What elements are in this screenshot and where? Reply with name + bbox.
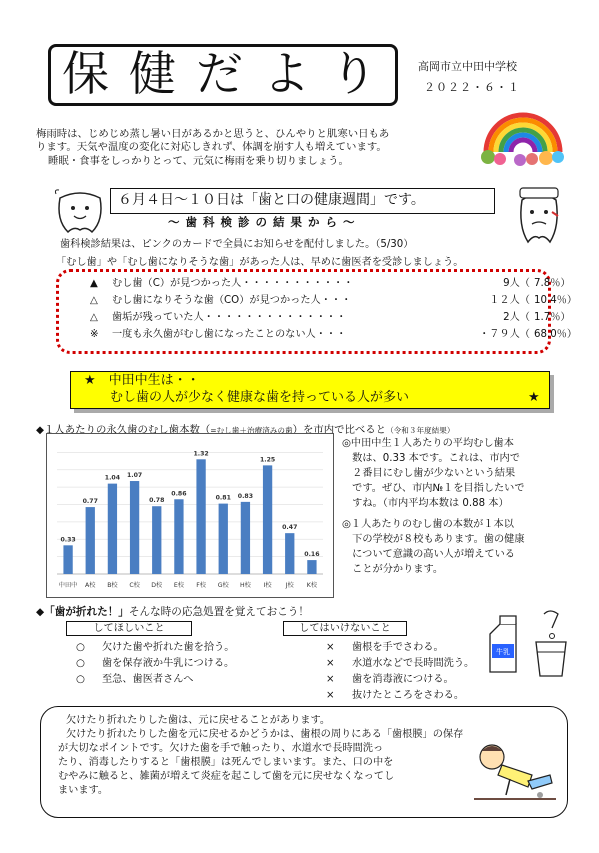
issue-date: ２０２２・６・１	[424, 81, 520, 94]
chart-category-label: K校	[306, 582, 318, 589]
emergency-heading-quote: 「歯が折れた！」	[44, 606, 129, 618]
chart-category-label: H校	[239, 582, 251, 589]
newsletter-title: 保健だより	[62, 47, 397, 102]
rainbow-illustration	[480, 97, 566, 167]
chart-value-label: 0.33	[60, 536, 76, 544]
chart-heading-after: ）を市内で比べると	[292, 424, 387, 436]
result-percent: 7.8％）	[534, 278, 571, 289]
result-count: １２人（	[489, 295, 530, 306]
chart-category-label: 中田中	[58, 582, 78, 589]
result-percent: 10.4％）	[534, 295, 578, 306]
smiling-tooth-icon	[52, 186, 108, 238]
chart-heading-main: ◆１人あたりの永久歯のむし歯本数（	[36, 424, 211, 436]
cross-mark: ×	[326, 690, 335, 701]
dental-week-title: ６月４日～１０日は「歯と口の健康週間」です。	[118, 192, 425, 208]
intro-line: ります。天気や温度の変化に対応しきれず、体調を崩す人も増えています。	[36, 141, 387, 153]
chart-category-label: A校	[85, 582, 96, 589]
result-label: むし歯（C）が見つかった人・・・・・・・・・・・	[112, 278, 354, 289]
highlight-line: ★ 中田中生は・・	[84, 373, 200, 388]
star-icon: ★	[528, 390, 540, 405]
do-item	[76, 672, 193, 687]
dont-item	[326, 640, 444, 655]
emergency-heading	[36, 604, 309, 619]
chart-bar	[130, 481, 139, 574]
result-count: 2人（	[503, 312, 530, 323]
result-row	[90, 311, 571, 325]
chart-bar	[63, 545, 72, 574]
do-item-text: 至急、歯医者さんへ	[102, 674, 194, 685]
falling-child-icon	[470, 735, 560, 805]
chart-bar	[219, 504, 228, 574]
result-mark: ※	[90, 329, 99, 340]
note-line: ◎１人あたりのむし歯の本数が１本以	[342, 519, 514, 530]
decayed-teeth-bar-chart	[47, 434, 333, 597]
checkup-advice-text: 「むし歯」や「むし歯になりそうな歯」があった人は、早めに歯医者を受診しましょう。	[56, 257, 464, 268]
note-line: 数は、0.33 本です。これは、市内で	[342, 453, 520, 464]
chart-bar	[285, 533, 294, 574]
result-count: 9人（	[503, 278, 530, 289]
result-label: 歯垢が残っていた人・・・・・・・・・・・・・・	[112, 312, 347, 323]
chart-bar	[263, 465, 272, 574]
note-text-line: むやみに触ると、雑菌が増えて炎症を起こして歯を元に戻せなくなってし	[58, 771, 395, 782]
result-mark: △	[90, 312, 98, 323]
result-row	[90, 294, 578, 308]
note-line: ことが分かります。	[342, 564, 444, 575]
chart-category-label: C校	[129, 582, 140, 589]
note-line: について意識の高い人が増えている	[342, 549, 515, 560]
chart-value-label: 1.04	[104, 474, 121, 482]
result-percent: 68.0％）	[534, 329, 578, 340]
dont-item-text: 抜けたところをさわる。	[352, 690, 465, 701]
chart-value-label: 0.78	[149, 497, 165, 505]
milk-and-glass-icon	[486, 606, 572, 678]
circle-mark: ○	[76, 658, 85, 669]
dont-item	[326, 672, 454, 687]
result-percent: 1.7％）	[534, 312, 571, 323]
note-text-line: たり、消毒したりすると「歯根膜」は死んでしまいます。また、口の中を	[58, 757, 394, 768]
chart-category-label: I校	[263, 582, 272, 589]
intro-line: 睡眠・食事をしっかりとって、元気に梅雨を乗り切りましょう。	[48, 155, 349, 167]
chart-bar	[196, 459, 205, 574]
chart-bar	[241, 502, 250, 574]
result-count: ・７９人（	[479, 329, 530, 340]
do-item-text: 歯を保存液か牛乳につける。	[102, 658, 235, 669]
chart-heading-note: =むし歯＋治療済みの歯	[210, 426, 293, 435]
result-mark: △	[90, 295, 98, 306]
chart-bar	[86, 507, 95, 574]
dont-item-text: 歯根を手でさわる。	[352, 642, 444, 653]
chart-category-label: J校	[285, 582, 294, 589]
do-item	[76, 656, 234, 671]
note-text-line: 欠けたり折れたりした歯は、元に戻せることがあります。	[66, 715, 331, 726]
chart-bar	[108, 484, 117, 574]
intro-line: 梅雨時は、じめじめ蒸し暑い日があるかと思うと、ひんやりと肌寒い日もあ	[36, 128, 390, 140]
cross-mark: ×	[326, 674, 335, 685]
circle-mark: ○	[76, 642, 85, 653]
chart-bar	[174, 499, 183, 574]
chart-value-label: 0.81	[215, 494, 231, 502]
chart-value-label: 0.86	[171, 490, 187, 498]
chart-bar	[307, 560, 316, 574]
cross-mark: ×	[326, 642, 335, 653]
emergency-heading-prefix: ◆	[36, 606, 45, 618]
note-line: です。ぜひ、市内№１を目指したいで	[342, 483, 525, 494]
chart-value-label: 0.83	[237, 492, 254, 500]
sick-tooth-icon	[514, 184, 564, 250]
note-text-line: が大切なポイントです。欠けた歯を手で触ったり、水道水で長時間洗っ	[58, 743, 384, 754]
cross-mark: ×	[326, 658, 335, 669]
note-text-line: 欠けたり折れたりした歯を元に戻せるかどうかは、歯根の周りにある「歯根膜」の保存	[66, 729, 464, 740]
dont-column-header: してはいけないこと	[283, 621, 407, 636]
dont-item	[326, 656, 474, 671]
checkup-subheading: ～ 歯 科 検 診 の 結 果 か ら ～	[168, 215, 356, 229]
chart-category-label: F校	[196, 582, 206, 589]
chart-value-label: 0.16	[304, 551, 320, 559]
do-item	[76, 640, 234, 655]
dont-item-text: 水道水などで長時間洗う。	[352, 658, 475, 669]
circle-mark: ○	[76, 674, 85, 685]
milk-label: 牛乳	[496, 648, 510, 656]
dont-item	[326, 688, 464, 703]
note-text-line: まいます。	[58, 785, 109, 796]
chart-value-label: 0.47	[282, 524, 298, 532]
chart-value-label: 1.07	[126, 472, 143, 480]
chart-value-label: 1.25	[259, 456, 276, 464]
checkup-result-text: 歯科検診結果は、ピンクのカードで全員にお知らせを配付しました。（5/30）	[60, 239, 414, 250]
note-line: ２番目にむし歯が少ないという結果	[342, 468, 516, 479]
note-line: 下の学校が８校もあります。歯の健康	[342, 534, 525, 545]
chart-value-label: 0.77	[82, 498, 98, 506]
chart-bar	[152, 506, 161, 574]
note-line: すね。（市内平均本数は 0.88 本）	[342, 498, 509, 509]
do-column-header: してほしいこと	[66, 621, 192, 636]
result-row	[90, 277, 571, 291]
result-row	[90, 328, 578, 342]
emergency-heading-rest: そんな時の応急処置を覚えておこう！	[128, 606, 309, 618]
highlight-line: むし歯の人が少なく健康な歯を持っている人が多い	[110, 390, 410, 405]
chart-heading-year: （令和３年度結果）	[386, 426, 455, 435]
chart-category-label: G校	[217, 582, 229, 589]
chart-category-label: B校	[107, 582, 118, 589]
chart-value-label: 1.32	[193, 450, 209, 458]
result-label: 一度も永久歯がむし歯になったことのない人・・・	[112, 329, 347, 340]
result-mark: ▲	[90, 278, 98, 289]
school-name: 高岡市立中田中学校	[418, 60, 517, 73]
chart-category-label: E校	[173, 582, 184, 589]
note-line: ◎中田中生１人あたりの平均むし歯本	[342, 438, 514, 449]
chart-category-label: D校	[151, 582, 163, 589]
result-label: むし歯になりそうな歯（CO）が見つかった人・・・	[112, 295, 352, 306]
do-item-text: 欠けた歯や折れた歯を拾う。	[102, 642, 235, 653]
dont-item-text: 歯を消毒液につける。	[352, 674, 454, 685]
